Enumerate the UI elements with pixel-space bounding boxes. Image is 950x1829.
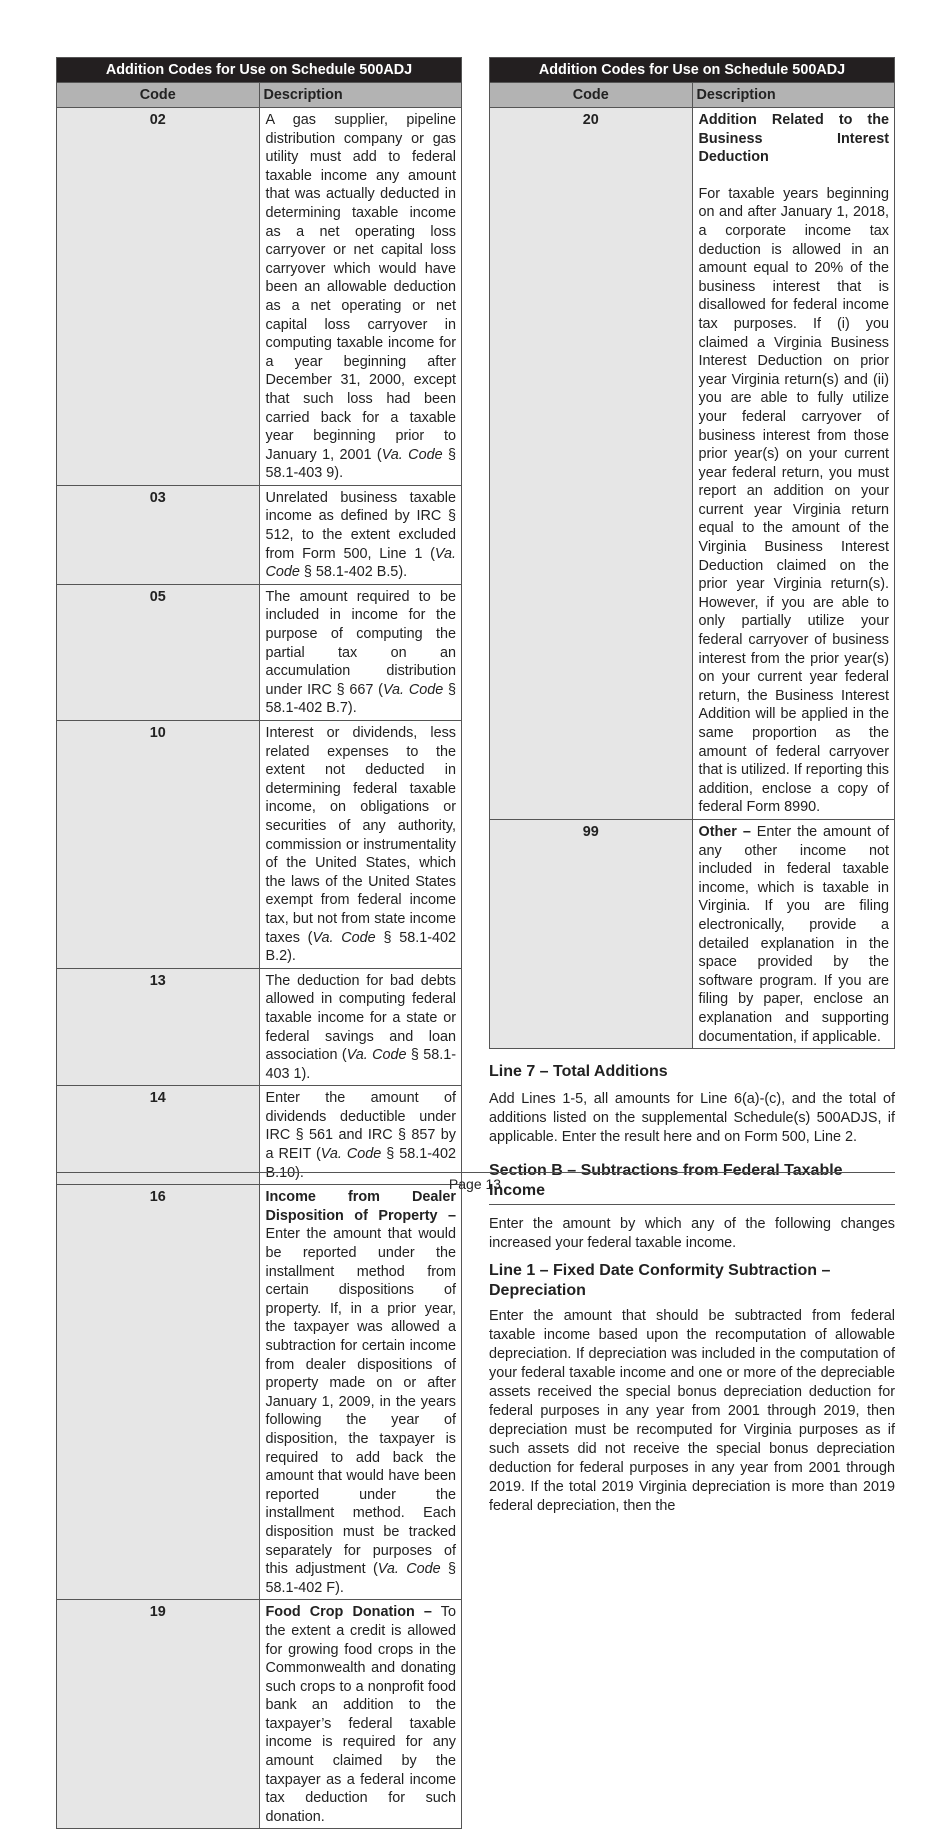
line1-text: Enter the amount that should be subtracted from federal taxable income based upon the recomputation of allowable depreciation. If depreciation was included in the computation of your federal taxable income and one or more of the depreciable assets received the special bonus depreciation deduction for federal purposes in any year from 2001 through 2019, then depreciation must be recomputed for Virginia purposes as if such assets did not receive the special bonus depreciation deduction for federal purposes in any year from 2001 through 2019. If the total 2019 Virginia depreciation is more than 2019 federal depreciation, then the bbox=[489, 1308, 895, 1515]
description-cell: Enter the amount of dividends deductible under IRC § 561 and IRC § 857 by a REIT (Va. Code § 58.1-402 B.10). bbox=[259, 1086, 462, 1185]
code-cell: 19 bbox=[57, 1600, 260, 1829]
table-row bbox=[57, 1086, 462, 1185]
line7-text: Add Lines 1-5, all amounts for Line 6(a)-(c), and the total of additions listed on the supplemental Schedule(s) 500ADJS, if applicable. Enter the result here and on Form 500, Line 2. bbox=[489, 1091, 895, 1146]
table-row bbox=[57, 721, 462, 969]
column-header-description: Description bbox=[259, 83, 462, 108]
table-row bbox=[57, 108, 462, 486]
description-cell: The amount required to be included in income for the purpose of computing the partial tax on an accumulation distribution under IRC § 667 (Va. Code § 58.1-402 B.7). bbox=[259, 584, 462, 720]
section-b-text: Enter the amount by which any of the following changes increased your federal taxable income. bbox=[489, 1216, 895, 1252]
code-cell: 99 bbox=[490, 819, 693, 1048]
table-row bbox=[57, 485, 462, 584]
column-header-code: Code bbox=[57, 83, 260, 108]
code-cell: 02 bbox=[57, 108, 260, 486]
section-b-heading: Section B – Subtractions from Federal Taxable Income bbox=[489, 1162, 843, 1200]
description-cell: Income from Dealer Disposition of Property – Enter the amount that would be reported under the installment method from certain dispositions of property. If, in a prior year, the taxpayer was allowed a subtraction for certain income from dealer dispositions of property made on or after January 1, 2009, in the years following the year of disposition, the taxpayer is required to add back the amount that would have been reported under the installment method. Each disposition must be tracked separately for purposes of this adjustment (Va. Code § 58.1-402 F). bbox=[259, 1185, 462, 1600]
line7-heading: Line 7 – Total Additions bbox=[489, 1063, 668, 1081]
description-cell: Other – Enter the amount of any other income not included in federal taxable income, which is taxable in Virginia. If you are filing electronically, provide a detailed explanation in the space provided by the software program. If you are filing by paper, enclose an explanation and supporting documentation, if applicable. bbox=[692, 819, 895, 1048]
description-cell: Food Crop Donation – To the extent a credit is allowed for growing food crops in the Commonwealth and donating such crops to a nonprofit food bank an addition to the taxpayer’s federal taxable income is required for any amount claimed by the taxpayer as a federal income tax deduction for such donation. bbox=[259, 1600, 462, 1829]
code-cell: 05 bbox=[57, 584, 260, 720]
column-header-description: Description bbox=[692, 83, 895, 108]
line1-heading: Line 1 – Fixed Date Conformity Subtraction – Depreciation bbox=[489, 1262, 831, 1300]
column-header-code: Code bbox=[490, 83, 693, 108]
code-cell: 14 bbox=[57, 1086, 260, 1185]
section-divider bbox=[489, 1204, 895, 1205]
addition-codes-table-left bbox=[56, 57, 462, 1829]
right-column bbox=[489, 57, 895, 1516]
table-row bbox=[57, 1185, 462, 1600]
code-cell: 03 bbox=[57, 485, 260, 584]
code-cell: 13 bbox=[57, 968, 260, 1086]
table-row bbox=[490, 108, 895, 820]
description-cell: The deduction for bad debts allowed in computing federal taxable income for a state or federal savings and loan association (Va. Code § 58.1-403 1). bbox=[259, 968, 462, 1086]
description-cell bbox=[692, 108, 895, 820]
table-row bbox=[57, 968, 462, 1086]
left-column bbox=[56, 57, 462, 1829]
description-cell: A gas supplier, pipeline distribution company or gas utility must add to federal taxable income any amount that was actually deducted in determining taxable income as a net operating loss carryover or net capital loss carryover which would have been an allowable deduction as a net operating or net capital loss carryover in computing taxable income for a year beginning after December 31, 2000, except that such loss had been carried back for a taxable year beginning prior to January 1, 2001 (Va. Code § 58.1-403 9). bbox=[259, 108, 462, 486]
table-row bbox=[490, 819, 895, 1048]
row-heading: Addition Related to the Business Interest Deduction bbox=[698, 112, 889, 166]
table-row bbox=[57, 1600, 462, 1829]
table-title: Addition Codes for Use on Schedule 500ADJ bbox=[57, 58, 462, 83]
footer-divider bbox=[56, 1172, 895, 1173]
row-body: For taxable years beginning on and after January 1, 2018, a corporate income tax deduction is allowed in an amount equal to 20% of the business interest that is disallowed for federal income tax purposes. If (i) you claimed a Virginia Business Interest Deduction on prior year Virginia return(s) and (ii) you are able to fully utilize your federal carryover of business interest from those prior year(s) on your current year federal return, you must report an addition on your current year Virginia return equal to the amount of the Virginia Business Interest Deduction claimed on the prior year Virginia return(s). However, if you are able to only partially utilize your federal carryover of business interest from the prior year(s) on your current year federal return, the Business Interest Addition will be applied in the same proportion as the amount of federal carryover that is utilized. If reporting this addition, enclose a copy of federal Form 8990. bbox=[698, 185, 889, 816]
table-row bbox=[57, 584, 462, 720]
table-title: Addition Codes for Use on Schedule 500ADJ bbox=[490, 58, 895, 83]
description-cell: Interest or dividends, less related expenses to the extent not deducted in determining federal taxable income, on obligations or securities of any authority, commission or instrumentality of the United States, which the laws of the United States exempt from federal income tax, but not from state income taxes (Va. Code § 58.1-402 B.2). bbox=[259, 721, 462, 969]
code-cell: 16 bbox=[57, 1185, 260, 1600]
description-cell: Unrelated business taxable income as defined by IRC § 512, to the extent excluded from Form 500, Line 1 (Va. Code § 58.1-402 B.5). bbox=[259, 485, 462, 584]
code-cell: 20 bbox=[490, 108, 693, 820]
addition-codes-table-right bbox=[489, 57, 895, 1049]
page-number: Page 13 bbox=[448, 1176, 502, 1192]
code-cell: 10 bbox=[57, 721, 260, 969]
